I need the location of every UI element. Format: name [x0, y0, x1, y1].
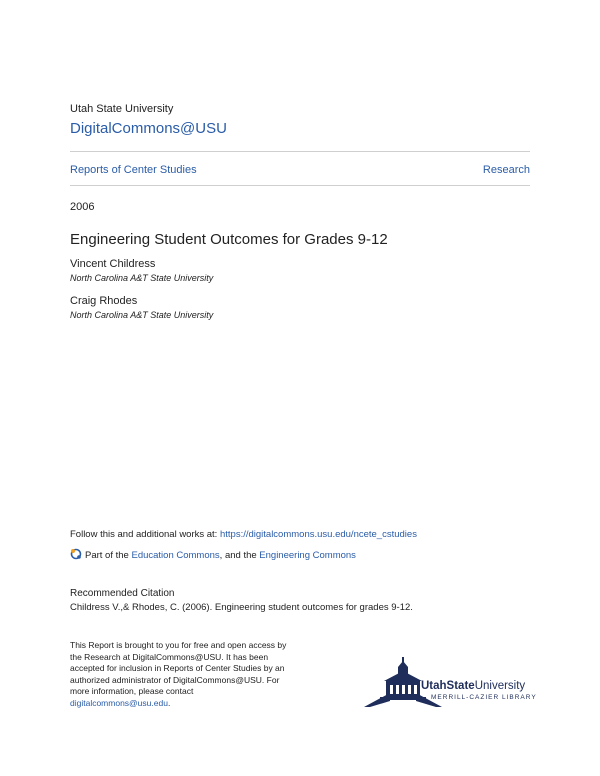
publication-year: 2006 — [70, 201, 95, 213]
access-statement — [70, 640, 310, 709]
part-of-line — [70, 548, 356, 563]
author-affiliation: North Carolina A&T State University — [70, 310, 214, 320]
series-link[interactable]: Reports of Center Studies — [70, 164, 197, 176]
network-icon — [70, 548, 82, 563]
engineering-commons-link[interactable]: Engineering Commons — [259, 550, 356, 561]
blurb-line: accepted for inclusion in Reports of Center Studies by an — [70, 663, 285, 673]
citation-text: Childress V.,& Rhodes, C. (2006). Engineering student outcomes for grades 9-12. — [70, 602, 413, 613]
author-affiliation: North Carolina A&T State University — [70, 273, 214, 283]
blurb-line: This Report is brought to you for free and open access by — [70, 640, 287, 650]
blurb-email-suffix: . — [167, 697, 171, 708]
follow-line — [70, 529, 417, 540]
blurb-email-line — [70, 698, 310, 710]
logo-wordmark-bold: UtahState — [421, 680, 475, 692]
university-name: Utah State University — [70, 103, 174, 115]
part-of-middle: , and the — [219, 550, 260, 561]
blurb-line: authorized administrator of DigitalCommons@USU. For — [70, 674, 280, 685]
repository-link[interactable]: DigitalCommons@USU — [70, 120, 227, 137]
divider-top — [70, 151, 530, 152]
logo-wordmark-light: University — [474, 680, 526, 692]
blurb-line: more information, please contact — [70, 686, 194, 696]
category-link[interactable]: Research — [482, 164, 530, 176]
education-commons-link[interactable]: Education Commons — [131, 550, 220, 561]
author-name: Vincent Childress — [70, 258, 156, 270]
blurb-line: the Research at DigitalCommons@USU. It has been — [70, 651, 269, 662]
collection-url-link[interactable]: https://digitalcommons.usu.edu/ncete_cstudies — [219, 529, 417, 540]
paper-title: Engineering Student Outcomes for Grades 9-12 — [70, 231, 388, 248]
logo-subtitle: MERRILL-CAZIER LIBRARY — [431, 694, 537, 701]
part-of-prefix: Part of the — [85, 550, 132, 561]
citation-heading: Recommended Citation — [70, 588, 175, 599]
follow-prefix: Follow this and additional works at: — [70, 529, 220, 540]
divider-bottom — [70, 185, 530, 186]
contact-email-link[interactable]: digitalcommons@usu.edu — [70, 697, 168, 708]
author-name: Craig Rhodes — [70, 295, 138, 307]
logo-wordmark — [421, 680, 525, 692]
